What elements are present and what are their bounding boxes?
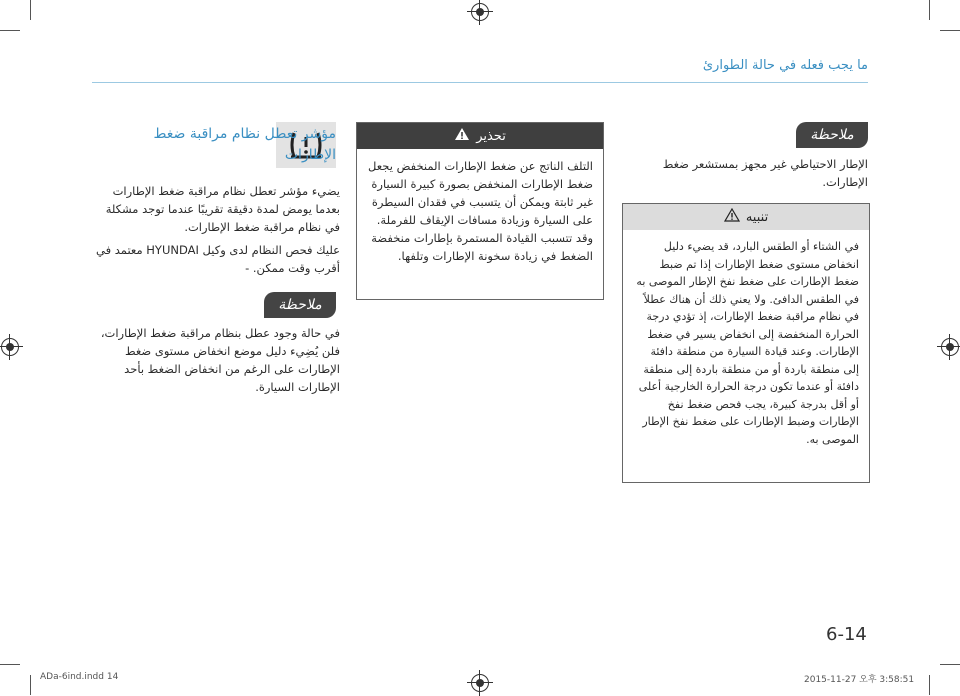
crop-mark xyxy=(0,664,20,665)
registration-mark-icon xyxy=(1,338,19,356)
footer-filename: ADa-6ind.indd 14 xyxy=(40,672,119,682)
section-title: مؤشر تعطل نظام مراقبة ضغط الإطارات xyxy=(153,126,336,163)
registration-mark-icon xyxy=(471,674,489,692)
registration-mark-icon xyxy=(941,338,959,356)
caution-label: تحذير xyxy=(476,128,506,144)
note-label: ملاحظة xyxy=(796,122,868,148)
note-text: الإطار الاحتياطي غير مجهز بمستشعر ضغط الإطارات. xyxy=(662,157,868,189)
warning-header xyxy=(623,204,869,230)
warning-text: في الشتاء أو الطقس البارد، قد يضيء دليل انخفاض مستوى ضغط الإطارات إذا تم ضبط ضغط الإطارات على ضغط نفخ الإطار الموصى به في الطقس الدافئ. ولا يعني ذلك أن هناك عطلاً في نظام مراقبة ضغط الإطارات، إذ تؤدي درجة الحرارة المنخفضة إلى انخفاض يسير في ضغط الإطارات. وعند قيادة السيارة من منطقة دافئة إلى منطقة باردة أو من منطقة باردة إلى منطقة دافئة أو عندما تكون درجة الحرارة الخارجية أعلى أو أقل بدرجة كبيرة، يجب فحص ضغط نفخ الإطارات وضبط الإطارات على ضغط نفخ الإطار الموصى به. xyxy=(636,240,859,446)
caution-text: التلف الناتج عن ضغط الإطارات المنخفض يجعل ضغط الإطارات المنخفض بصورة كبيرة السيارة غير ثابتة ويمكن أن يتسبب في فقدان السيطرة على السيارة وزيادة مسافات الإيقاف للفرملة. وقد تتسبب القيادة المستمرة بإطارات منخفضة الضغط في زيادة سخونة الإطارات وتلفها. xyxy=(368,159,593,263)
registration-mark-icon xyxy=(471,3,489,21)
header-divider xyxy=(92,82,868,83)
warning-label: تنبيه xyxy=(745,209,769,225)
warning-triangle-icon xyxy=(724,208,740,226)
crop-mark xyxy=(929,0,930,20)
tpms-bullet: عليك فحص النظام لدى وكيل HYUNDAI معتمد في أقرب وقت ممكن. - xyxy=(96,243,340,275)
crop-mark xyxy=(940,30,960,31)
crop-mark xyxy=(30,675,31,695)
crop-mark xyxy=(30,0,31,20)
page-number: 6-14 xyxy=(826,624,867,645)
note-label: ملاحظة xyxy=(264,292,336,318)
bullet-text: عليك فحص النظام لدى وكيل HYUNDAI معتمد في أقرب وقت ممكن. xyxy=(96,243,340,275)
caution-header xyxy=(357,123,603,149)
crop-mark xyxy=(929,675,930,695)
tpms-paragraph: يضيء مؤشر تعطل نظام مراقبة ضغط الإطارات بعدما يومض لمدة دقيقة تقريبًا عندما توجد مشكلة في نظام مراقبة ضغط الإطارات. xyxy=(105,184,340,234)
warning-triangle-icon xyxy=(454,127,470,145)
footer-timestamp: 2015-11-27 오후 3:58:51 xyxy=(804,675,915,685)
note-text: في حالة وجود عطل بنظام مراقبة ضغط الإطارات، فلن يُضِيء دليل موضع انخفاض مستوى ضغط الإطارات على الرغم من انخفاض الضغط بأحد الإطارات السيارة. xyxy=(100,326,340,394)
page-header-title: ما يجب فعله في حالة الطوارئ xyxy=(702,58,868,73)
warning-box xyxy=(622,203,870,483)
crop-mark xyxy=(0,30,20,31)
crop-mark xyxy=(940,664,960,665)
caution-box xyxy=(356,122,604,300)
